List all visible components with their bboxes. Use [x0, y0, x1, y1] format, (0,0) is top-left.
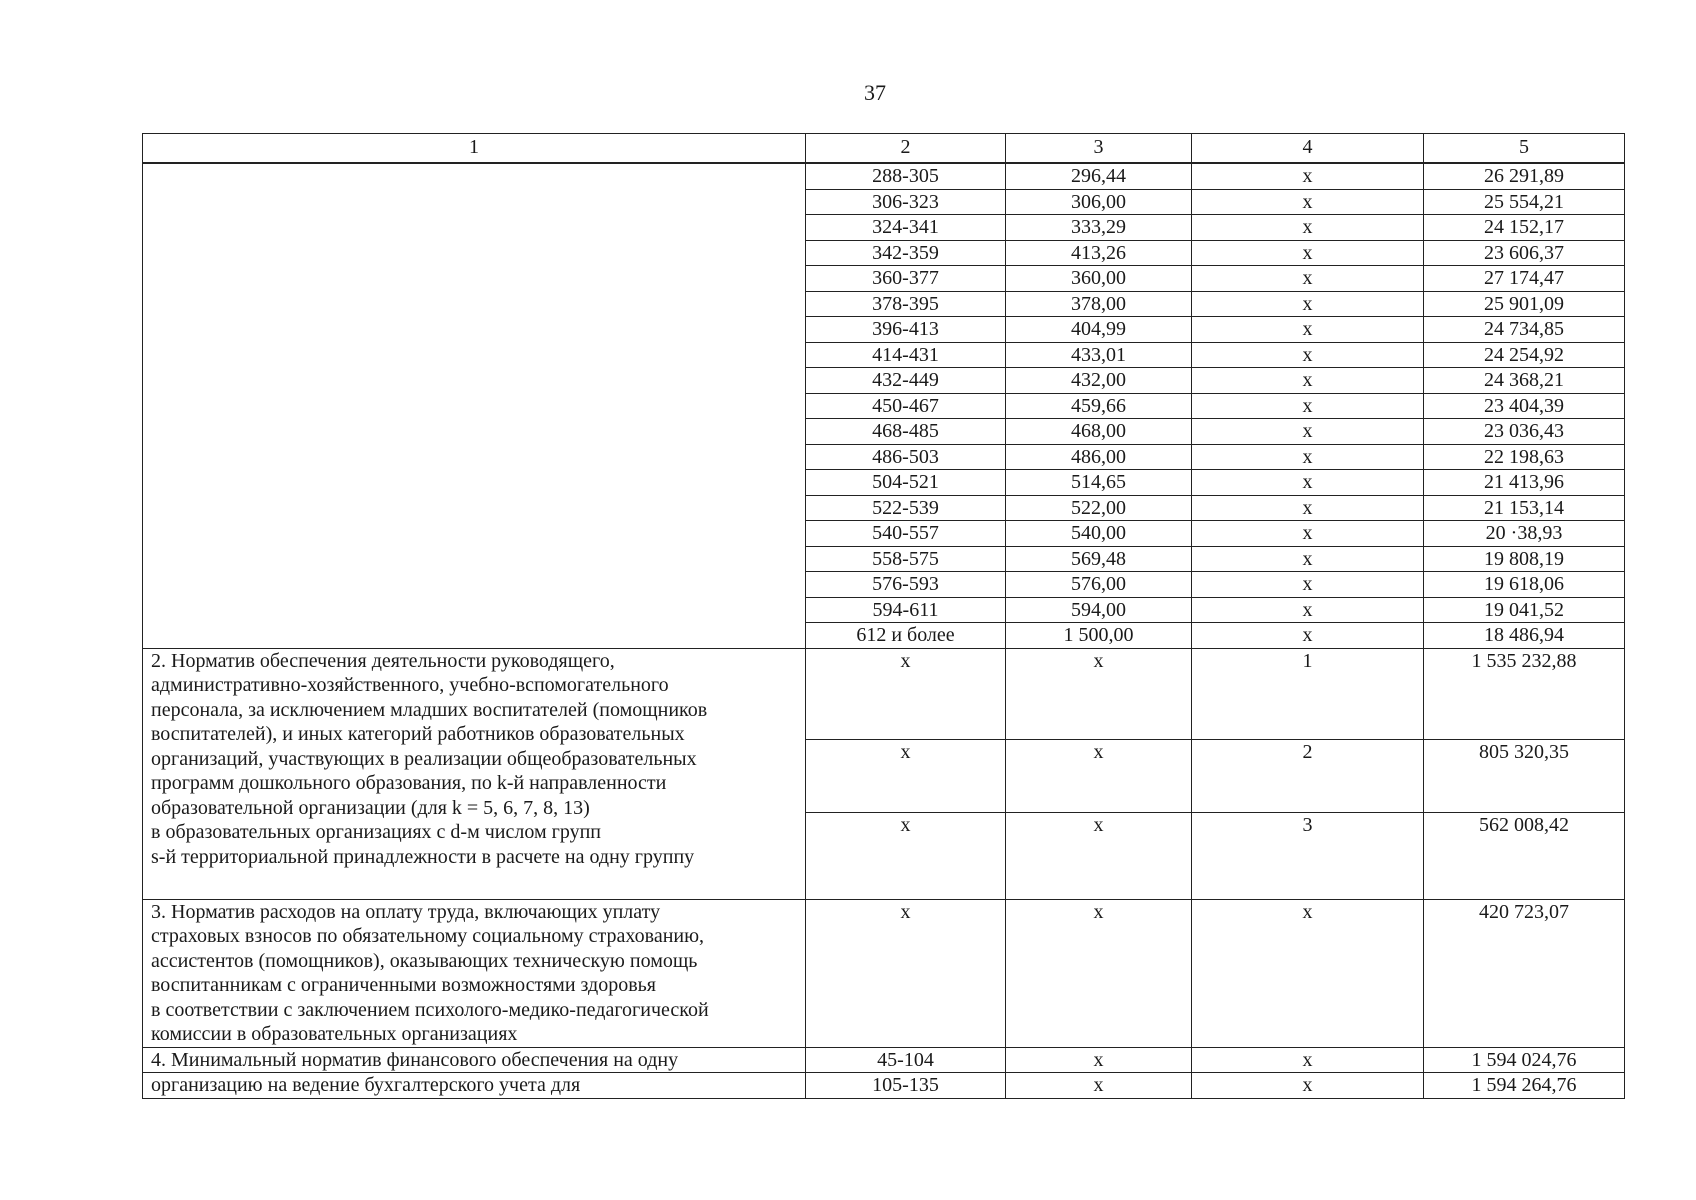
table-cell: 19 041,52 — [1424, 597, 1625, 623]
table-cell: 468,00 — [1006, 419, 1192, 445]
table-cell: x — [1192, 266, 1424, 292]
column-header: 5 — [1424, 134, 1625, 164]
table-cell: 594-611 — [806, 597, 1006, 623]
table-cell: 24 152,17 — [1424, 215, 1625, 241]
table-cell: x — [806, 739, 1006, 812]
table-cell: 1 500,00 — [1006, 623, 1192, 649]
table-cell: x — [1006, 1073, 1192, 1099]
table-cell: x — [1192, 291, 1424, 317]
description-cell — [143, 163, 806, 648]
table-cell: 27 174,47 — [1424, 266, 1625, 292]
table-cell: 576-593 — [806, 572, 1006, 598]
table-cell: x — [1006, 899, 1192, 1047]
table-cell: 468-485 — [806, 419, 1006, 445]
table-cell: x — [1192, 597, 1424, 623]
table-cell: x — [1192, 546, 1424, 572]
table-cell: x — [806, 648, 1006, 739]
table-cell: x — [806, 812, 1006, 899]
description-line: образовательной организации (для k = 5, 6, 7, 8, 13) — [151, 796, 590, 819]
description-cell — [143, 648, 806, 899]
table-cell: 3 — [1192, 812, 1424, 899]
table-cell: 612 и более — [806, 623, 1006, 649]
table-cell: x — [1006, 812, 1192, 899]
table-cell: 805 320,35 — [1424, 739, 1625, 812]
table-row — [143, 648, 1625, 739]
table-cell: 522-539 — [806, 495, 1006, 521]
description-line: программ дошкольного образования, по k-й направленности — [151, 772, 667, 794]
table-cell: 378,00 — [1006, 291, 1192, 317]
table-cell: 19 808,19 — [1424, 546, 1625, 572]
column-header: 4 — [1192, 134, 1424, 164]
table-cell: x — [1192, 163, 1424, 189]
table-cell: 18 486,94 — [1424, 623, 1625, 649]
table-cell: 25 901,09 — [1424, 291, 1625, 317]
table-cell: x — [1192, 1047, 1424, 1073]
table-header-row — [143, 134, 1625, 164]
description-cell: 4. Минимальный норматив финансового обеспечения на одну — [143, 1047, 806, 1073]
table-cell: 324-341 — [806, 215, 1006, 241]
description-line: s-й территориальной принадлежности в расчете на одну группу — [151, 845, 695, 868]
table-cell: x — [1192, 215, 1424, 241]
table-cell: x — [1192, 521, 1424, 547]
table-cell: x — [1192, 393, 1424, 419]
description-line: ассистентов (помощников), оказывающих техническую помощь — [151, 949, 698, 972]
table-cell: 360-377 — [806, 266, 1006, 292]
table-cell: 23 606,37 — [1424, 240, 1625, 266]
normatives-table — [142, 133, 1625, 1099]
table-cell: 514,65 — [1006, 470, 1192, 496]
table-cell: 26 291,89 — [1424, 163, 1625, 189]
table-cell: 540-557 — [806, 521, 1006, 547]
description-line: комиссии в образовательных организациях — [151, 1023, 518, 1045]
table-cell: 486-503 — [806, 444, 1006, 470]
table-cell: 22 198,63 — [1424, 444, 1625, 470]
table-cell: x — [806, 899, 1006, 1047]
table-cell: x — [1192, 419, 1424, 445]
description-cell: организацию на ведение бухгалтерского учета для — [143, 1073, 806, 1099]
description-line: административно-хозяйственного, учебно-вспомогательного — [151, 674, 669, 696]
description-line: персонала, за исключением младших воспитателей (помощников — [151, 698, 708, 721]
table-cell: 522,00 — [1006, 495, 1192, 521]
description-line: в образовательных организациях с d-м числом групп — [151, 821, 601, 843]
table-cell: 504-521 — [806, 470, 1006, 496]
table-cell: 558-575 — [806, 546, 1006, 572]
description-line: организаций, участвующих в реализации общеобразовательных — [151, 747, 697, 770]
table-cell: x — [1006, 648, 1192, 739]
table-cell: 105-135 — [806, 1073, 1006, 1099]
table-cell: 24 734,85 — [1424, 317, 1625, 343]
table-cell: 19 618,06 — [1424, 572, 1625, 598]
table-cell: 486,00 — [1006, 444, 1192, 470]
column-header: 2 — [806, 134, 1006, 164]
table-cell: 1 — [1192, 648, 1424, 739]
table-cell: 306-323 — [806, 189, 1006, 215]
column-header: 1 — [143, 134, 806, 164]
table-cell: 342-359 — [806, 240, 1006, 266]
table-cell: 333,29 — [1006, 215, 1192, 241]
description-line: 3. Норматив расходов на оплату труда, включающих уплату — [151, 900, 661, 923]
column-header: 3 — [1006, 134, 1192, 164]
table-cell: x — [1192, 899, 1424, 1047]
table-cell: 420 723,07 — [1424, 899, 1625, 1047]
description-line: воспитанникам с ограниченными возможностями здоровья — [151, 974, 656, 996]
table-cell: 378-395 — [806, 291, 1006, 317]
table-row — [143, 1073, 1625, 1099]
table-cell: 576,00 — [1006, 572, 1192, 598]
table-cell: x — [1192, 623, 1424, 649]
table-cell: 414-431 — [806, 342, 1006, 368]
table-cell: x — [1192, 1073, 1424, 1099]
description-line: в соответствии с заключением психолого-медико-педагогической — [151, 998, 709, 1021]
table-cell: 288-305 — [806, 163, 1006, 189]
table-cell: 306,00 — [1006, 189, 1192, 215]
table-cell: 296,44 — [1006, 163, 1192, 189]
table-cell: 21 413,96 — [1424, 470, 1625, 496]
table-cell: 1 594 024,76 — [1424, 1047, 1625, 1073]
table-cell: 450-467 — [806, 393, 1006, 419]
table-row — [143, 899, 1625, 1047]
table-cell: x — [1192, 317, 1424, 343]
description-line: страховых взносов по обязательному социальному страхованию, — [151, 925, 705, 947]
table-cell: 540,00 — [1006, 521, 1192, 547]
description-line: воспитателей), и иных категорий работников образовательных — [151, 723, 685, 745]
table-cell: 23 036,43 — [1424, 419, 1625, 445]
table-cell: x — [1192, 444, 1424, 470]
table-cell: 20 ·38,93 — [1424, 521, 1625, 547]
table-cell: x — [1192, 572, 1424, 598]
table-cell: 562 008,42 — [1424, 812, 1625, 899]
table-cell: 404,99 — [1006, 317, 1192, 343]
table-cell: 433,01 — [1006, 342, 1192, 368]
description-cell — [143, 899, 806, 1047]
table-cell: 25 554,21 — [1424, 189, 1625, 215]
table-cell: x — [1192, 240, 1424, 266]
table-cell: 413,26 — [1006, 240, 1192, 266]
table-cell: x — [1006, 1047, 1192, 1073]
page-number: 37 — [864, 80, 886, 105]
table-cell: 23 404,39 — [1424, 393, 1625, 419]
table-cell: 360,00 — [1006, 266, 1192, 292]
table-cell: x — [1192, 342, 1424, 368]
table-cell: x — [1192, 189, 1424, 215]
table-cell: 432-449 — [806, 368, 1006, 394]
table-cell: 21 153,14 — [1424, 495, 1625, 521]
table-cell: x — [1192, 470, 1424, 496]
table-cell: 1 594 264,76 — [1424, 1073, 1625, 1099]
table-cell: x — [1192, 368, 1424, 394]
table-cell: 594,00 — [1006, 597, 1192, 623]
table-cell: 459,66 — [1006, 393, 1192, 419]
table-cell: x — [1192, 495, 1424, 521]
table-cell: 1 535 232,88 — [1424, 648, 1625, 739]
table-cell: 432,00 — [1006, 368, 1192, 394]
table-cell: 2 — [1192, 739, 1424, 812]
description-line: 2. Норматив обеспечения деятельности руководящего, — [151, 649, 615, 672]
table-cell: 45-104 — [806, 1047, 1006, 1073]
table-cell: 396-413 — [806, 317, 1006, 343]
table-row — [143, 1047, 1625, 1073]
table-cell: 569,48 — [1006, 546, 1192, 572]
table-cell: 24 368,21 — [1424, 368, 1625, 394]
table-row — [143, 163, 1625, 189]
table-cell: x — [1006, 739, 1192, 812]
table-cell: 24 254,92 — [1424, 342, 1625, 368]
